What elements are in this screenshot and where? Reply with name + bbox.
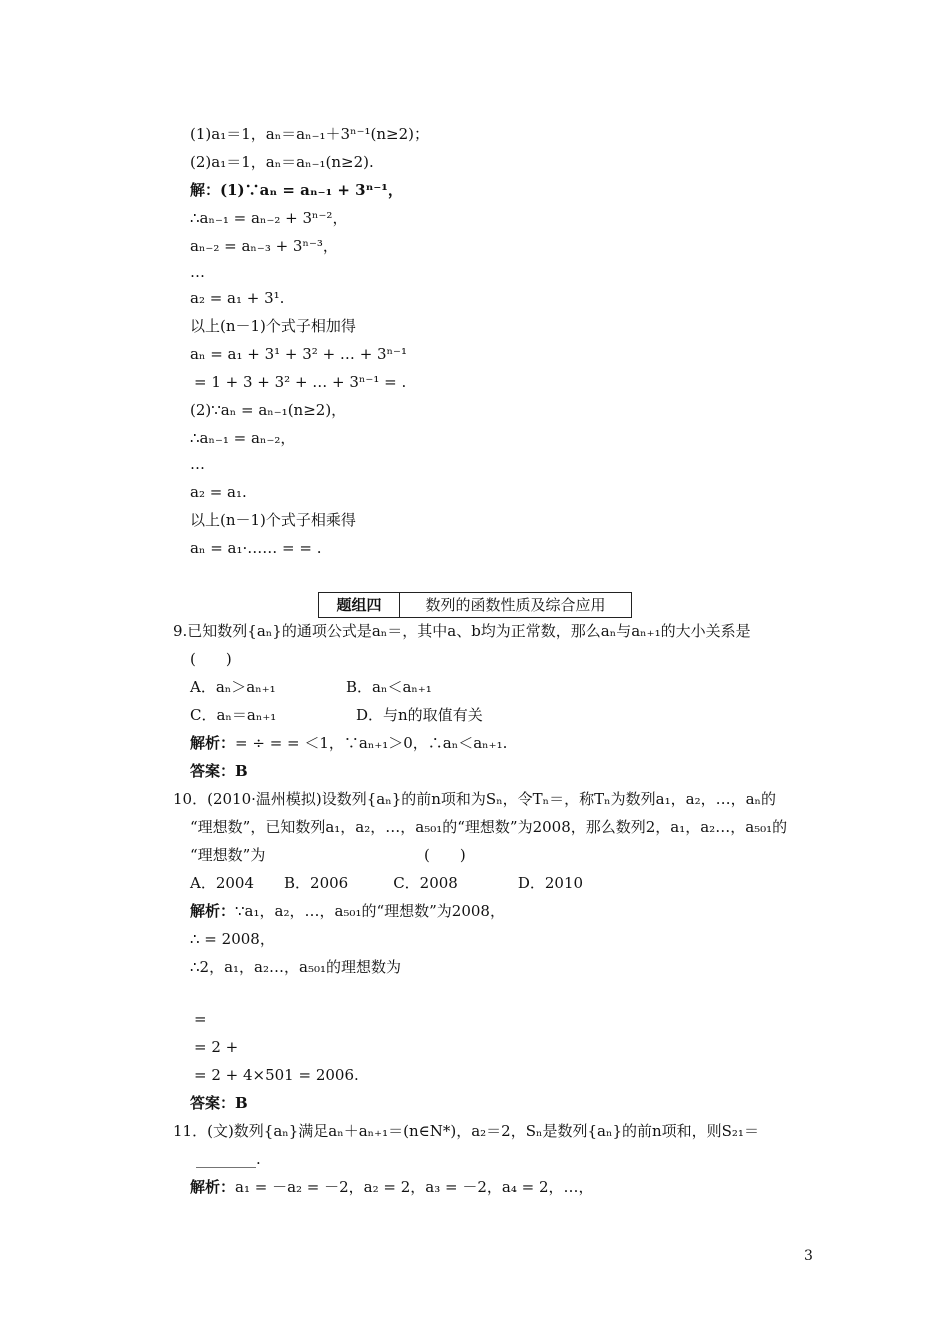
section-tag-label: 题组四 <box>319 593 400 617</box>
q9-option-a: A．aₙ＞aₙ₊₁ <box>190 678 276 696</box>
analysis-label: 解析： <box>190 1178 236 1196</box>
q10-analysis-2: ∴ = 2008， <box>190 930 275 948</box>
section-tag-title: 数列的函数性质及综合应用 <box>425 596 606 614</box>
q10-paren: ( ) <box>424 846 466 864</box>
solution-line: 以上(n－1)个式子相加得 <box>190 317 356 335</box>
solution-line: ∴aₙ₋₁ = aₙ₋₂， <box>190 429 296 447</box>
q10-options: A．2004 B．2006 C．2008 D．2010 <box>190 874 584 892</box>
q10-analysis <box>190 901 505 921</box>
problem-part-2: (2)a₁＝1，aₙ＝aₙ₋₁(n≥2). <box>190 153 374 171</box>
ellipsis-line: … <box>190 455 205 473</box>
analysis-text: ∵a₁，a₂，…，a₅₀₁的“理想数”为2008， <box>235 902 505 920</box>
section-tag <box>318 592 632 618</box>
q10-analysis-3: ∴2，a₁，a₂…，a₅₀₁的理想数为 <box>190 958 401 976</box>
q9-analysis <box>190 733 507 753</box>
solution-line: (2)∵aₙ = aₙ₋₁(n≥2)， <box>190 401 347 419</box>
q9-option-c: C．aₙ＝aₙ₊₁ <box>190 706 277 724</box>
solution-line: a₂ = a₁ + 3¹. <box>190 289 285 307</box>
q10-analysis-4: = <box>194 1010 207 1028</box>
q9-paren: ( ) <box>190 650 232 668</box>
q10-analysis-6: = 2 + 4×501 = 2006. <box>194 1066 359 1084</box>
analysis-label: 解析： <box>190 902 236 920</box>
q10-line-3: “理想数”为 <box>190 846 266 864</box>
q9-answer: 答案：B <box>190 762 248 780</box>
analysis-text: = ÷ = = ＜1，∵aₙ₊₁＞0，∴aₙ＜aₙ₊₁. <box>235 734 508 752</box>
solution-line: 以上(n－1)个式子相乘得 <box>190 511 356 529</box>
q10-line-1: 10．(2010·温州模拟)设数列{aₙ}的前n项和为Sₙ，令Tₙ＝，称Tₙ为数列a₁，a₂，…，aₙ的 <box>173 790 777 808</box>
q10-answer: 答案：B <box>190 1094 248 1112</box>
q9-stem: 9.已知数列{aₙ}的通项公式是aₙ＝，其中a、b均为正常数，那么aₙ与aₙ₊₁的大小关系是 <box>173 622 751 640</box>
page-number: 3 <box>804 1248 813 1264</box>
q10-line-2: “理想数”，已知数列a₁，a₂，…，a₅₀₁的“理想数”为2008，那么数列2，a₁，a₂…，a₅₀₁的 <box>190 818 788 836</box>
analysis-text: a₁ = －a₂ = －2，a₂ = 2，a₃ = －2，a₄ = 2，…， <box>235 1178 594 1196</box>
problem-part-1: (1)a₁＝1，aₙ＝aₙ₋₁＋3ⁿ⁻¹(n≥2)； <box>190 125 429 143</box>
solution-line: 解：(1)∵aₙ = aₙ₋₁ + 3ⁿ⁻¹， <box>190 181 403 199</box>
q11-analysis <box>190 1177 594 1197</box>
q9-option-b: B．aₙ＜aₙ₊₁ <box>346 678 432 696</box>
q11-blank: ________. <box>196 1150 261 1168</box>
solution-line: ∴aₙ₋₁ = aₙ₋₂ + 3ⁿ⁻²， <box>190 209 348 227</box>
q10-analysis-5: = 2 + <box>194 1038 239 1056</box>
q11-line-1: 11．(文)数列{aₙ}满足aₙ＋aₙ₊₁＝(n∈N*)，a₂＝2，Sₙ是数列{aₙ}的前n项和，则S₂₁＝ <box>173 1122 759 1140</box>
q9-option-d: D．与n的取值有关 <box>356 706 483 724</box>
solution-line: aₙ₋₂ = aₙ₋₃ + 3ⁿ⁻³， <box>190 237 338 255</box>
analysis-label: 解析： <box>190 734 236 752</box>
ellipsis-line: … <box>190 263 205 281</box>
solution-line: a₂ = a₁. <box>190 483 247 501</box>
solution-line: = 1 + 3 + 3² + … + 3ⁿ⁻¹ = . <box>194 373 407 391</box>
solution-line: aₙ = a₁ + 3¹ + 3² + … + 3ⁿ⁻¹ <box>190 345 407 363</box>
solution-line: aₙ = a₁·…… = = . <box>190 539 322 557</box>
